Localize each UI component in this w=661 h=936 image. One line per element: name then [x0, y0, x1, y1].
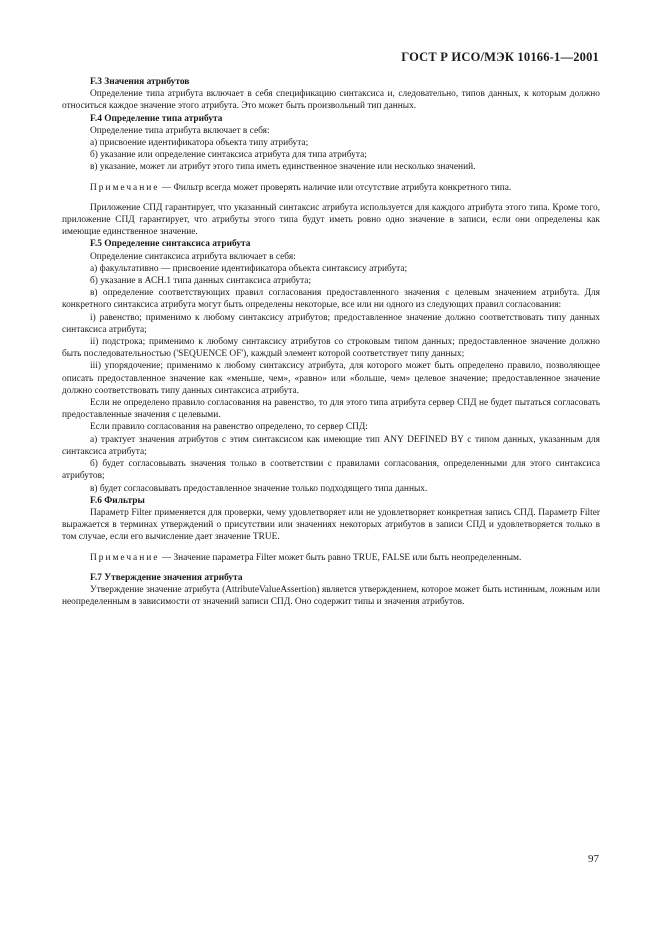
list-item: а) факультативно — присвоение идентификатора объекта синтаксису атрибута; [90, 263, 408, 274]
list-item: в) определение соответствующих правил согласования предоставленного значения с целевым значением атрибута. Для конкретного синтаксиса атрибута могут быть определены некоторые, все или ни одного из следующих правил согласования: [62, 288, 600, 311]
list-item: в) указание, может ли атрибут этого типа иметь единственное значение или несколько значений. [90, 162, 476, 173]
paragraph: Утверждение значение атрибута (AttributeValueAssertion) является утверждением, которое может быть истинным, ложным или неопределенным в зависимости от значений записи СПД. Оно содержит типы и значения атрибутов. [62, 584, 600, 608]
list-item: б) будет согласовывать значения только в соответствии с правилами согласования, определенными для этого синтаксиса атрибутов; [62, 459, 600, 482]
section-heading-f6: F.6 Фильтры [90, 495, 145, 506]
list-item: ii) подстрока; применимо к любому синтаксису атрибутов со строковым типом данных; предоставленное значение должно быть последовательностью ('SEQUENCE OF'), каждый элемент которой соответствует типу данных; [62, 337, 600, 360]
paragraph: Приложение СПД гарантирует, что указанный синтаксис атрибута используется для каждого атрибута этого типа. Кроме того, приложение СПД гарантирует, что атрибуты этого типа будут иметь ровно одно значение в записи, если они определены как имеющие единственное значение. [62, 202, 600, 238]
document-header: ГОСТ Р ИСО/МЭК 10166-1—2001 [401, 50, 599, 64]
paragraph: Если не определено правило согласования на равенство, то для этого типа атрибута сервер СПД не будет пытаться согласовать предоставленные значения с целевыми. [62, 398, 600, 421]
paragraph: Параметр Filter применяется для проверки, чему удовлетворяет или не удовлетворяет конкретная запись СПД. Параметр Filter выражается в терминах утверждений о присутствии или значениях некоторых атрибутов в записи СПД и удовлетворяется только в том случае, если его вычисление дает значение TRUE. [62, 507, 600, 543]
list-item: i) равенство; применимо к любому синтаксису атрибутов; предоставленное значение должно соответствовать типу данных синтаксиса атрибута; [62, 312, 600, 335]
note [62, 182, 600, 194]
paragraph: Определение типа атрибута включает в себя: [90, 125, 270, 136]
page-content [62, 76, 600, 608]
list-item: б) указание в АСН.1 типа данных синтаксиса атрибута; [90, 276, 312, 287]
list-item: а) присвоение идентификатора объекта типу атрибута; [90, 138, 309, 149]
section-heading-f5: F.5 Определение синтаксиса атрибута [90, 239, 251, 250]
note [62, 552, 600, 564]
note-text: — Значение параметра Filter может быть равно TRUE, FALSE или быть неопределенным. [159, 552, 522, 563]
note-label: Примечание [90, 182, 160, 193]
page-number: 97 [588, 853, 599, 865]
section-heading-f3: F.3 Значения атрибутов [90, 77, 190, 87]
note-label: Примечание [90, 552, 160, 563]
paragraph: Определение синтаксиса атрибута включает в себя: [90, 251, 296, 262]
list-item: б) указание или определение синтаксиса атрибута для типа атрибута; [90, 150, 367, 161]
section-heading-f7: F.7 Утверждение значения атрибута [90, 572, 243, 583]
section-heading-f4: F.4 Определение типа атрибута [90, 113, 223, 124]
list-item: iii) упорядочение; применимо к любому синтаксису атрибута, для которого может быть определено правило, позволяющее описать предоставленное значение как «меньше, чем», «равно» или «больше, чем» целевое значение; предоставленное значение должно соответствовать типу данных синтаксиса атрибута. [62, 361, 600, 396]
list-item: а) трактует значения атрибутов с этим синтаксисом как имеющие тип ANY DEFINED BY с типом данных, указанным для синтаксиса атрибута; [62, 434, 600, 457]
paragraph: Если правило согласования на равенство определено, то сервер СПД: [90, 422, 368, 433]
list-item: в) будет согласовывать предоставленное значение только подходящего типа данных. [90, 483, 428, 494]
note-text: — Фильтр всегда может проверять наличие или отсутствие атрибута конкретного типа. [159, 182, 512, 193]
paragraph: Определение типа атрибута включает в себя спецификацию синтаксиса и, следовательно, типов данных, к которым должно относиться каждое значение этого атрибута. Это может быть произвольный тип данных. [62, 89, 600, 112]
